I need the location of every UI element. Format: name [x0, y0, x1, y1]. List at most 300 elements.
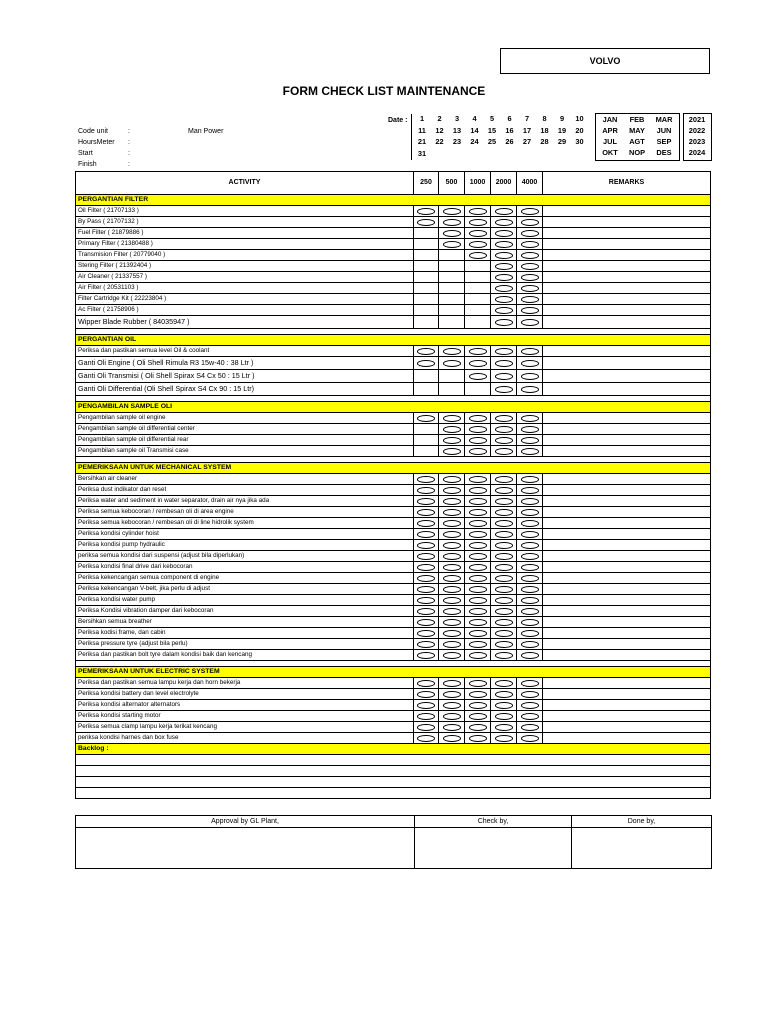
check-oval[interactable] [417, 586, 435, 593]
interval-cell[interactable] [517, 551, 543, 562]
date-day[interactable]: 30 [575, 137, 584, 146]
check-oval[interactable] [495, 724, 513, 731]
interval-cell[interactable] [465, 507, 491, 518]
remarks-cell[interactable] [543, 689, 711, 700]
remarks-cell[interactable] [543, 700, 711, 711]
interval-cell[interactable] [414, 413, 439, 424]
remarks-cell[interactable] [543, 383, 711, 396]
check-oval[interactable] [469, 564, 487, 571]
interval-cell[interactable] [439, 474, 465, 485]
check-oval[interactable] [521, 520, 539, 527]
interval-cell[interactable] [439, 722, 465, 733]
remarks-cell[interactable] [543, 650, 711, 661]
remarks-cell[interactable] [543, 228, 711, 239]
interval-cell[interactable] [414, 617, 439, 628]
interval-cell[interactable] [517, 316, 543, 329]
check-oval[interactable] [469, 531, 487, 538]
check-oval[interactable] [495, 531, 513, 538]
remarks-cell[interactable] [543, 413, 711, 424]
check-oval[interactable] [521, 735, 539, 742]
remarks-cell[interactable] [543, 485, 711, 496]
check-oval[interactable] [417, 509, 435, 516]
date-day[interactable]: 7 [524, 114, 530, 123]
check-oval[interactable] [469, 476, 487, 483]
interval-cell[interactable] [414, 606, 439, 617]
check-oval[interactable] [469, 426, 487, 433]
interval-cell[interactable] [517, 228, 543, 239]
check-oval[interactable] [443, 509, 461, 516]
interval-cell[interactable] [465, 474, 491, 485]
interval-cell[interactable] [491, 507, 517, 518]
interval-cell[interactable] [517, 250, 543, 261]
interval-cell[interactable] [491, 413, 517, 424]
date-day[interactable]: 24 [470, 137, 479, 146]
check-oval[interactable] [443, 724, 461, 731]
date-day[interactable]: 9 [559, 114, 565, 123]
year-option[interactable]: 2021 [688, 115, 706, 124]
check-oval[interactable] [521, 437, 539, 444]
check-oval[interactable] [495, 415, 513, 422]
interval-cell[interactable] [491, 639, 517, 650]
interval-cell[interactable] [491, 689, 517, 700]
check-oval[interactable] [443, 630, 461, 637]
date-day[interactable]: 20 [575, 125, 584, 135]
month-option[interactable]: NOP [628, 148, 645, 157]
interval-cell[interactable] [465, 617, 491, 628]
check-oval[interactable] [417, 735, 435, 742]
interval-cell[interactable] [439, 639, 465, 650]
date-day[interactable]: 11 [418, 125, 426, 135]
interval-cell[interactable] [517, 413, 543, 424]
date-day[interactable]: 21 [417, 137, 427, 146]
check-oval[interactable] [521, 641, 539, 648]
check-oval[interactable] [521, 296, 539, 303]
remarks-cell[interactable] [543, 261, 711, 272]
check-oval[interactable] [521, 652, 539, 659]
interval-cell[interactable] [491, 540, 517, 551]
check-oval[interactable] [417, 487, 435, 494]
interval-cell[interactable] [439, 617, 465, 628]
check-oval[interactable] [469, 542, 487, 549]
remarks-cell[interactable] [543, 551, 711, 562]
interval-cell[interactable] [517, 711, 543, 722]
interval-cell[interactable] [414, 639, 439, 650]
interval-cell[interactable] [465, 206, 491, 217]
interval-cell[interactable] [517, 424, 543, 435]
interval-cell[interactable] [491, 305, 517, 316]
interval-cell[interactable] [491, 551, 517, 562]
backlog-input[interactable] [76, 777, 711, 788]
check-oval[interactable] [521, 386, 539, 393]
interval-cell[interactable] [517, 700, 543, 711]
check-oval[interactable] [469, 691, 487, 698]
check-oval[interactable] [469, 713, 487, 720]
interval-cell[interactable] [439, 446, 465, 457]
year-option[interactable]: 2024 [688, 148, 706, 157]
interval-cell[interactable] [491, 711, 517, 722]
interval-cell[interactable] [491, 628, 517, 639]
interval-cell[interactable] [465, 346, 491, 357]
date-day[interactable]: 27 [522, 137, 532, 146]
check-oval[interactable] [417, 619, 435, 626]
check-oval[interactable] [495, 652, 513, 659]
interval-cell[interactable] [439, 485, 465, 496]
check-oval[interactable] [495, 241, 513, 248]
interval-cell[interactable] [414, 507, 439, 518]
year-option[interactable]: 2023 [688, 137, 706, 146]
check-oval[interactable] [417, 575, 435, 582]
check-oval[interactable] [521, 619, 539, 626]
interval-cell[interactable] [517, 540, 543, 551]
interval-cell[interactable] [414, 628, 439, 639]
check-oval[interactable] [469, 586, 487, 593]
interval-cell[interactable] [439, 584, 465, 595]
interval-cell[interactable] [517, 261, 543, 272]
check-oval[interactable] [469, 437, 487, 444]
interval-cell[interactable] [414, 595, 439, 606]
interval-cell[interactable] [517, 573, 543, 584]
remarks-cell[interactable] [543, 424, 711, 435]
interval-cell[interactable] [439, 529, 465, 540]
interval-cell[interactable] [491, 474, 517, 485]
interval-cell[interactable] [465, 239, 491, 250]
interval-cell[interactable] [439, 650, 465, 661]
check-oval[interactable] [495, 307, 513, 314]
interval-cell[interactable] [491, 370, 517, 383]
interval-cell[interactable] [491, 722, 517, 733]
check-oval[interactable] [495, 630, 513, 637]
check-oval[interactable] [469, 373, 487, 380]
check-oval[interactable] [521, 553, 539, 560]
interval-cell[interactable] [439, 606, 465, 617]
interval-cell[interactable] [465, 551, 491, 562]
check-oval[interactable] [443, 702, 461, 709]
check-oval[interactable] [521, 230, 539, 237]
year-option[interactable]: 2022 [688, 126, 706, 135]
interval-cell[interactable] [439, 435, 465, 446]
check-oval[interactable] [443, 487, 461, 494]
check-oval[interactable] [495, 296, 513, 303]
interval-cell[interactable] [491, 700, 517, 711]
interval-cell[interactable] [465, 250, 491, 261]
remarks-cell[interactable] [543, 496, 711, 507]
check-oval[interactable] [495, 520, 513, 527]
check-oval[interactable] [417, 630, 435, 637]
check-oval[interactable] [495, 386, 513, 393]
check-oval[interactable] [469, 360, 487, 367]
interval-cell[interactable] [491, 435, 517, 446]
check-oval[interactable] [469, 724, 487, 731]
remarks-cell[interactable] [543, 562, 711, 573]
interval-cell[interactable] [491, 584, 517, 595]
month-option[interactable]: DES [656, 148, 672, 157]
interval-cell[interactable] [465, 733, 491, 744]
remarks-cell[interactable] [543, 733, 711, 744]
date-day[interactable]: 22 [435, 137, 444, 146]
check-oval[interactable] [521, 542, 539, 549]
check-oval[interactable] [417, 691, 435, 698]
check-oval[interactable] [443, 575, 461, 582]
interval-cell[interactable] [414, 357, 439, 370]
check-oval[interactable] [495, 426, 513, 433]
check-oval[interactable] [521, 476, 539, 483]
date-day[interactable]: 25 [487, 137, 497, 146]
interval-cell[interactable] [465, 650, 491, 661]
interval-cell[interactable] [517, 617, 543, 628]
interval-cell[interactable] [491, 294, 517, 305]
remarks-cell[interactable] [543, 573, 711, 584]
check-oval[interactable] [443, 241, 461, 248]
interval-cell[interactable] [517, 357, 543, 370]
interval-cell[interactable] [414, 711, 439, 722]
check-oval[interactable] [469, 641, 487, 648]
date-day[interactable]: 15 [487, 125, 497, 135]
check-oval[interactable] [443, 208, 461, 215]
interval-cell[interactable] [491, 529, 517, 540]
date-day[interactable]: 13 [452, 125, 462, 135]
check-oval[interactable] [417, 531, 435, 538]
interval-cell[interactable] [517, 294, 543, 305]
interval-cell[interactable] [465, 413, 491, 424]
remarks-cell[interactable] [543, 370, 711, 383]
check-oval[interactable] [443, 448, 461, 455]
interval-cell[interactable] [491, 446, 517, 457]
interval-cell[interactable] [439, 540, 465, 551]
check-oval[interactable] [469, 415, 487, 422]
interval-cell[interactable] [414, 496, 439, 507]
check-oval[interactable] [495, 702, 513, 709]
interval-cell[interactable] [517, 283, 543, 294]
interval-cell[interactable] [491, 650, 517, 661]
interval-cell[interactable] [517, 383, 543, 396]
check-oval[interactable] [521, 415, 539, 422]
interval-cell[interactable] [491, 261, 517, 272]
date-day[interactable]: 6 [507, 114, 512, 123]
interval-cell[interactable] [439, 357, 465, 370]
check-oval[interactable] [495, 252, 513, 259]
date-day[interactable]: 31 [417, 148, 427, 158]
interval-cell[interactable] [414, 678, 439, 689]
check-oval[interactable] [521, 597, 539, 604]
check-oval[interactable] [469, 608, 487, 615]
check-oval[interactable] [495, 263, 513, 270]
remarks-cell[interactable] [543, 722, 711, 733]
check-oval[interactable] [495, 348, 513, 355]
check-oval[interactable] [417, 564, 435, 571]
check-oval[interactable] [417, 415, 435, 422]
check-oval[interactable] [443, 219, 461, 226]
check-oval[interactable] [443, 476, 461, 483]
check-oval[interactable] [495, 373, 513, 380]
date-day[interactable]: 1 [419, 114, 425, 123]
check-oval[interactable] [521, 630, 539, 637]
check-oval[interactable] [417, 597, 435, 604]
date-day[interactable]: 10 [575, 114, 584, 123]
interval-cell[interactable] [414, 700, 439, 711]
interval-cell[interactable] [517, 496, 543, 507]
check-oval[interactable] [443, 713, 461, 720]
check-oval[interactable] [417, 520, 435, 527]
interval-cell[interactable] [439, 551, 465, 562]
check-oval[interactable] [469, 619, 487, 626]
check-oval[interactable] [469, 702, 487, 709]
interval-cell[interactable] [491, 316, 517, 329]
date-day[interactable]: 2 [437, 114, 442, 123]
date-day[interactable]: 29 [557, 137, 567, 146]
check-oval[interactable] [417, 702, 435, 709]
check-oval[interactable] [521, 680, 539, 687]
check-oval[interactable] [495, 542, 513, 549]
check-oval[interactable] [469, 487, 487, 494]
date-day[interactable]: 26 [505, 137, 514, 146]
interval-cell[interactable] [439, 507, 465, 518]
date-day[interactable]: 5 [489, 114, 495, 123]
interval-cell[interactable] [491, 357, 517, 370]
check-oval[interactable] [495, 597, 513, 604]
check-oval[interactable] [495, 680, 513, 687]
interval-cell[interactable] [465, 678, 491, 689]
interval-cell[interactable] [414, 206, 439, 217]
interval-cell[interactable] [491, 272, 517, 283]
remarks-cell[interactable] [543, 283, 711, 294]
check-oval[interactable] [469, 553, 487, 560]
interval-cell[interactable] [491, 595, 517, 606]
remarks-cell[interactable] [543, 711, 711, 722]
check-oval[interactable] [521, 373, 539, 380]
check-oval[interactable] [495, 735, 513, 742]
remarks-cell[interactable] [543, 678, 711, 689]
interval-cell[interactable] [465, 722, 491, 733]
interval-cell[interactable] [439, 595, 465, 606]
interval-cell[interactable] [465, 700, 491, 711]
check-oval[interactable] [469, 509, 487, 516]
check-oval[interactable] [521, 219, 539, 226]
check-oval[interactable] [443, 520, 461, 527]
done-signature-field[interactable] [572, 828, 712, 869]
check-oval[interactable] [417, 724, 435, 731]
check-oval[interactable] [443, 608, 461, 615]
interval-cell[interactable] [465, 485, 491, 496]
interval-cell[interactable] [414, 650, 439, 661]
interval-cell[interactable] [517, 628, 543, 639]
interval-cell[interactable] [465, 435, 491, 446]
interval-cell[interactable] [414, 573, 439, 584]
check-signature-field[interactable] [415, 828, 572, 869]
check-oval[interactable] [443, 360, 461, 367]
interval-cell[interactable] [491, 383, 517, 396]
interval-cell[interactable] [517, 474, 543, 485]
backlog-input[interactable] [76, 788, 711, 799]
check-oval[interactable] [417, 476, 435, 483]
check-oval[interactable] [495, 608, 513, 615]
interval-cell[interactable] [491, 562, 517, 573]
interval-cell[interactable] [491, 573, 517, 584]
check-oval[interactable] [469, 230, 487, 237]
interval-cell[interactable] [517, 595, 543, 606]
interval-cell[interactable] [465, 357, 491, 370]
check-oval[interactable] [443, 348, 461, 355]
check-oval[interactable] [443, 652, 461, 659]
check-oval[interactable] [495, 713, 513, 720]
check-oval[interactable] [521, 348, 539, 355]
check-oval[interactable] [443, 735, 461, 742]
interval-cell[interactable] [491, 206, 517, 217]
check-oval[interactable] [469, 652, 487, 659]
remarks-cell[interactable] [543, 357, 711, 370]
month-option[interactable]: SEP [656, 137, 672, 146]
interval-cell[interactable] [439, 628, 465, 639]
interval-cell[interactable] [439, 562, 465, 573]
check-oval[interactable] [521, 509, 539, 516]
interval-cell[interactable] [517, 272, 543, 283]
interval-cell[interactable] [517, 606, 543, 617]
check-oval[interactable] [443, 597, 461, 604]
interval-cell[interactable] [491, 346, 517, 357]
remarks-cell[interactable] [543, 316, 711, 329]
interval-cell[interactable] [439, 711, 465, 722]
interval-cell[interactable] [414, 584, 439, 595]
date-day[interactable]: 28 [540, 137, 549, 146]
check-oval[interactable] [417, 208, 435, 215]
check-oval[interactable] [469, 520, 487, 527]
remarks-cell[interactable] [543, 584, 711, 595]
check-oval[interactable] [495, 691, 513, 698]
date-day[interactable]: 14 [470, 125, 479, 135]
check-oval[interactable] [521, 241, 539, 248]
check-oval[interactable] [443, 691, 461, 698]
check-oval[interactable] [417, 360, 435, 367]
remarks-cell[interactable] [543, 217, 711, 228]
interval-cell[interactable] [517, 562, 543, 573]
approval-signature-field[interactable] [76, 828, 415, 869]
interval-cell[interactable] [517, 370, 543, 383]
check-oval[interactable] [469, 735, 487, 742]
check-oval[interactable] [521, 531, 539, 538]
interval-cell[interactable] [439, 228, 465, 239]
check-oval[interactable] [417, 652, 435, 659]
interval-cell[interactable] [439, 700, 465, 711]
interval-cell[interactable] [414, 217, 439, 228]
check-oval[interactable] [521, 564, 539, 571]
check-oval[interactable] [417, 608, 435, 615]
interval-cell[interactable] [465, 217, 491, 228]
interval-cell[interactable] [491, 424, 517, 435]
date-day[interactable]: 18 [540, 125, 549, 135]
check-oval[interactable] [443, 641, 461, 648]
interval-cell[interactable] [465, 606, 491, 617]
interval-cell[interactable] [439, 678, 465, 689]
interval-cell[interactable] [414, 540, 439, 551]
check-oval[interactable] [417, 348, 435, 355]
check-oval[interactable] [521, 426, 539, 433]
date-day[interactable]: 8 [542, 114, 547, 123]
interval-cell[interactable] [439, 239, 465, 250]
month-option[interactable]: MAR [655, 115, 673, 124]
month-option[interactable]: JUL [603, 137, 617, 146]
check-oval[interactable] [469, 348, 487, 355]
check-oval[interactable] [443, 619, 461, 626]
interval-cell[interactable] [465, 424, 491, 435]
interval-cell[interactable] [465, 628, 491, 639]
date-day[interactable]: 23 [452, 137, 462, 146]
check-oval[interactable] [417, 219, 435, 226]
interval-cell[interactable] [414, 346, 439, 357]
interval-cell[interactable] [465, 639, 491, 650]
interval-cell[interactable] [517, 239, 543, 250]
interval-cell[interactable] [517, 346, 543, 357]
check-oval[interactable] [495, 219, 513, 226]
month-option[interactable]: JUN [656, 126, 672, 135]
